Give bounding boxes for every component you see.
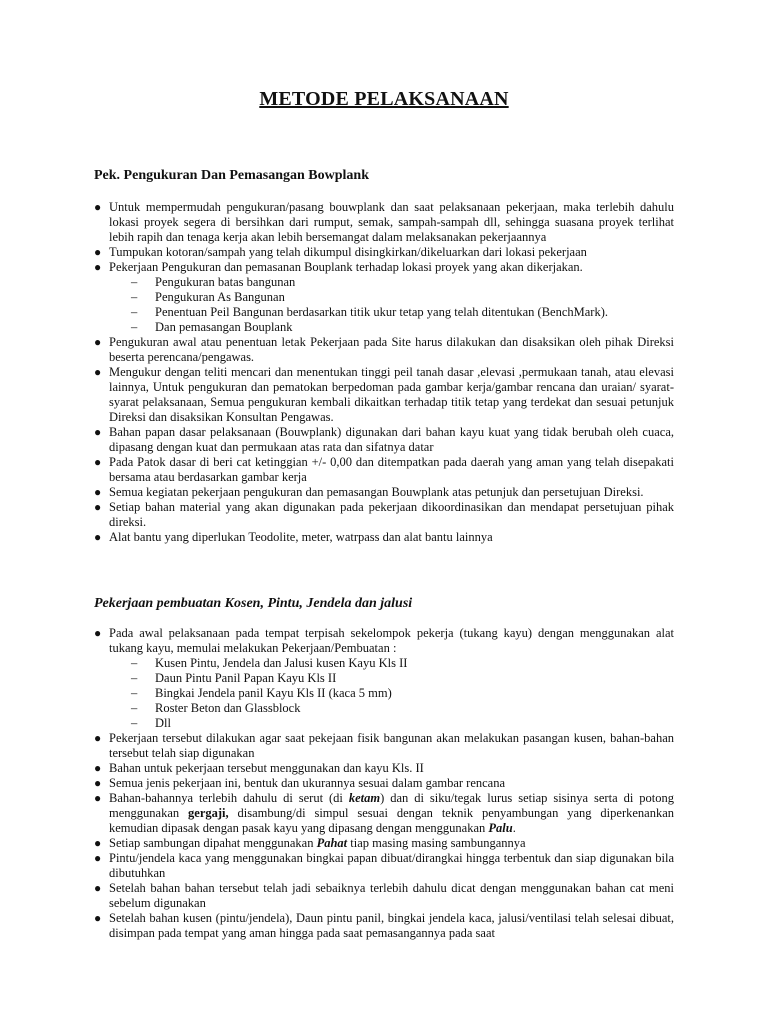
sub-list-item	[109, 656, 674, 671]
sub-list-item	[109, 701, 674, 716]
dash-icon: –	[131, 290, 138, 304]
list-item-text	[109, 791, 674, 835]
dash-icon: –	[131, 686, 138, 700]
list-item-text: Semua kegiatan pekerjaan pengukuran dan pemasangan Bouwplank atas petunjuk dan persetujuan Direksi.	[109, 485, 644, 499]
dash-icon: –	[131, 275, 138, 289]
bullet-icon: ●	[94, 200, 102, 214]
sub-list-item-text: Kusen Pintu, Jendela dan Jalusi kusen Kayu Kls II	[155, 656, 408, 670]
text-run: Setiap sambungan dipahat menggunakan	[109, 836, 317, 850]
list-item	[94, 500, 674, 530]
list-item-text: Bahan untuk pekerjaan tersebut menggunakan dan kayu Kls. II	[109, 761, 424, 775]
bullet-icon: ●	[94, 260, 102, 274]
bullet-icon: ●	[94, 731, 102, 745]
emphasis-pahat: Pahat	[316, 836, 348, 850]
sub-list-item	[109, 716, 674, 731]
list-item	[94, 530, 674, 545]
sub-list-item	[109, 686, 674, 701]
list-item	[94, 626, 674, 731]
list-item-text: Semua jenis pekerjaan ini, bentuk dan ukurannya sesuai dalam gambar rencana	[109, 776, 506, 790]
list-item	[94, 776, 674, 791]
bullet-icon: ●	[94, 881, 102, 895]
text-run: ) dan di siku/tegak lurus setiap sisinya serta di potong menggunakan	[109, 791, 674, 820]
list-item-text: Pada Patok dasar di beri cat ketinggian +/- 0,00 dan ditempatkan pada daerah yang aman yang telah disepakati bersama atau berdasarkan gambar kerja	[109, 455, 674, 484]
bullet-icon: ●	[94, 365, 102, 379]
sub-list-item-text: Roster Beton dan Glassblock	[155, 701, 301, 715]
dash-icon: –	[131, 716, 138, 730]
bullet-icon: ●	[94, 485, 102, 499]
list-item-text: Untuk mempermudah pengukuran/pasang bouwplank dan saat pelaksanaan pekerjaan, maka terlebih dahulu lokasi proyek segera di bersihkan dari rumput, semak, sampah-sampah dll, sehingga suasana proyek terlihat lebih rapih dan tenaga kerja akan lebih bersemangat dalam melaksanakan pekerjaannya	[109, 200, 674, 244]
dash-icon: –	[131, 656, 138, 670]
text-run: Bahan-bahannya terlebih dahulu di serut (di	[109, 791, 349, 805]
list-item	[94, 260, 674, 335]
text-run: .	[512, 821, 516, 835]
dash-icon: –	[131, 320, 138, 334]
emphasis-gergaji: gergaji,	[188, 806, 229, 820]
sub-list-item-text: Dan pemasangan Bouplank	[155, 320, 293, 334]
list-item-text: Setelah bahan bahan tersebut telah jadi sebaiknya terlebih dahulu dicat dengan menggunakan bahan cat meni sebelum digunakan	[109, 881, 674, 910]
section-heading-bowplank: Pek. Pengukuran Dan Pemasangan Bowplank	[94, 168, 370, 183]
emphasis-palu: Palu	[488, 821, 513, 835]
list-item-text: Pekerjaan tersebut dilakukan agar saat pekejaan fisik bangunan akan melakukan pasangan kusen, bahan-bahan tersebut telah siap digunakan	[109, 731, 674, 760]
bullet-icon: ●	[94, 530, 102, 544]
sub-list-item	[109, 671, 674, 686]
document-title: METODE PELAKSANAAN	[259, 88, 509, 110]
list-item	[94, 791, 674, 836]
list-item	[94, 836, 674, 851]
list-item	[94, 485, 674, 500]
sub-list-item-text: Bingkai Jendela panil Kayu Kls II (kaca 5 mm)	[155, 686, 392, 700]
text-run: disambung/di simpul sesuai dengan teknik penyambungan yang diperkenankan kemudian dipasak dengan pasak kayu yang dipasang dengan menggunakan	[109, 806, 674, 835]
list-item	[94, 911, 674, 941]
bullet-icon: ●	[94, 761, 102, 775]
dash-icon: –	[131, 671, 138, 685]
list-item	[94, 200, 674, 245]
list-item-text	[109, 836, 526, 850]
list-item	[94, 761, 674, 776]
list-item	[94, 365, 674, 425]
bullet-icon: ●	[94, 836, 102, 850]
list-item-text: Tumpukan kotoran/sampah yang telah dikumpul disingkirkan/dikeluarkan dari lokasi pekerjaan	[109, 245, 587, 259]
bullet-icon: ●	[94, 851, 102, 865]
bullet-icon: ●	[94, 245, 102, 259]
list-item-text: Pada awal pelaksanaan pada tempat terpisah sekelompok pekerja (tukang kayu) dengan menggunakan alat tukang kayu, memulai melakukan Pekerjaan/Pembuatan :	[109, 626, 674, 655]
list-item	[94, 425, 674, 455]
text-run: tiap masing masing sambungannya	[347, 836, 526, 850]
sub-list-item	[109, 275, 674, 290]
dash-icon: –	[131, 305, 138, 319]
list-item-text: Pengukuran awal atau penentuan letak Pekerjaan pada Site harus dilakukan dan disaksikan oleh pihak Direksi beserta perencana/pengawas.	[109, 335, 674, 364]
list-item	[94, 731, 674, 761]
list-item	[94, 851, 674, 881]
list-item	[94, 881, 674, 911]
emphasis-ketam: ketam	[348, 791, 381, 805]
sub-list-item-text: Dll	[155, 716, 171, 730]
list-item-text: Pintu/jendela kaca yang menggunakan bingkai papan dibuat/dirangkai hingga terbentuk dan siap digunakan bila dibutuhkan	[109, 851, 674, 880]
list-item-text: Setelah bahan kusen (pintu/jendela), Daun pintu panil, bingkai jendela kaca, jalusi/ventilasi telah selesai dibuat, disimpan pada tempat yang aman hingga pada saat pemasangannya pada saat	[109, 911, 674, 940]
bullet-icon: ●	[94, 911, 102, 925]
sub-list-item-text: Penentuan Peil Bangunan berdasarkan titik ukur tetap yang telah ditentukan (BenchMark).	[155, 305, 608, 319]
list-item	[94, 335, 674, 365]
sub-list-item-text: Daun Pintu Panil Papan Kayu Kls II	[155, 671, 337, 685]
sub-list	[109, 275, 674, 335]
sub-list-item-text: Pengukuran batas bangunan	[155, 275, 296, 289]
section-heading-kosen: Pekerjaan pembuatan Kosen, Pintu, Jendela dan jalusi	[94, 596, 413, 611]
bullet-icon: ●	[94, 335, 102, 349]
sub-list-item	[109, 320, 674, 335]
sub-list	[109, 656, 674, 731]
bowplank-list	[94, 200, 674, 545]
list-item	[94, 455, 674, 485]
sub-list-item-text: Pengukuran As Bangunan	[155, 290, 285, 304]
list-item-text: Alat bantu yang diperlukan Teodolite, meter, watrpass dan alat bantu lainnya	[109, 530, 493, 544]
list-item	[94, 245, 674, 260]
bullet-icon: ●	[94, 425, 102, 439]
bullet-icon: ●	[94, 455, 102, 469]
list-item-text: Bahan papan dasar pelaksanaan (Bouwplank) digunakan dari bahan kayu kuat yang tidak berubah oleh cuaca, dipasang dengan kuat dan permukaan atas rata dan sifatnya datar	[109, 425, 674, 454]
list-item-text: Setiap bahan material yang akan digunakan pada pekerjaan dikoordinasikan dan mendapat persetujuan pihak direksi.	[109, 500, 674, 529]
list-item-text: Mengukur dengan teliti mencari dan menentukan tinggi peil tanah dasar ,elevasi ,permukaan tanah, atau elevasi lainnya, Untuk pengukuran dan pematokan berpedoman pada gambar kerja/gambar rencana dan uraian/ syarat-syarat pelaksanaan, Semua pengukuran kembali dikaitkan terhadap titik tetap yang terdekat dan sesuai petunjuk Direksi dan disaksikan Konsultan Pengawas.	[109, 365, 674, 424]
dash-icon: –	[131, 701, 138, 715]
sub-list-item	[109, 305, 674, 320]
sub-list-item	[109, 290, 674, 305]
list-item-text: Pekerjaan Pengukuran dan pemasanan Bouplank terhadap lokasi proyek yang akan dikerjakan.	[109, 260, 583, 274]
bullet-icon: ●	[94, 626, 102, 640]
bullet-icon: ●	[94, 500, 102, 514]
bullet-icon: ●	[94, 791, 102, 805]
bullet-icon: ●	[94, 776, 102, 790]
kosen-list	[94, 626, 674, 941]
